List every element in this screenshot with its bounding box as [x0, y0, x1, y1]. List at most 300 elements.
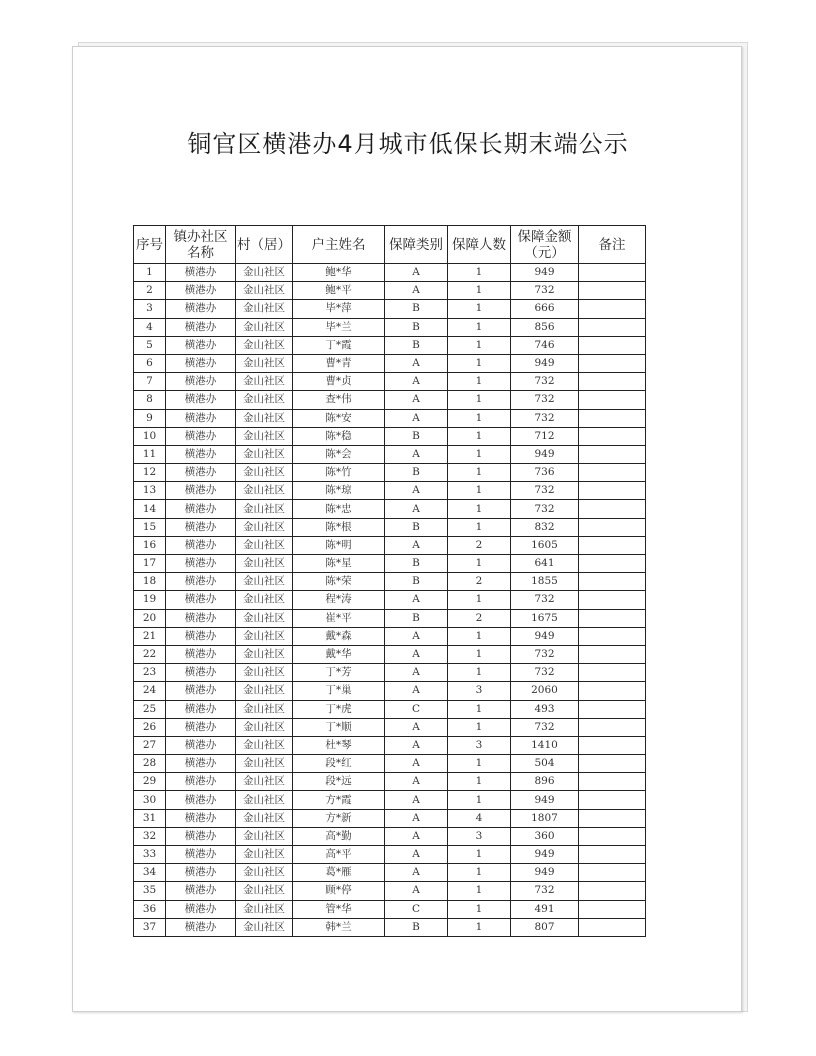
category-cell: A [385, 736, 448, 754]
office-cell: 横港办 [166, 336, 236, 354]
remarks-cell [579, 809, 646, 827]
category-cell: A [385, 645, 448, 663]
persons-cell: 2 [448, 609, 511, 627]
amount-cell: 360 [511, 827, 579, 845]
persons-cell: 1 [448, 482, 511, 500]
householder-cell: 毕*萍 [293, 300, 385, 318]
amount-cell: 712 [511, 427, 579, 445]
table-row [134, 391, 646, 409]
remarks-cell [579, 591, 646, 609]
amount-cell: 732 [511, 391, 579, 409]
amount-cell: 949 [511, 627, 579, 645]
persons-cell: 1 [448, 664, 511, 682]
amount-cell: 949 [511, 791, 579, 809]
amount-cell: 1605 [511, 536, 579, 554]
householder-cell: 丁*芳 [293, 664, 385, 682]
village-cell: 金山社区 [236, 664, 293, 682]
remarks-cell [579, 264, 646, 282]
category-cell: A [385, 755, 448, 773]
category-cell: A [385, 282, 448, 300]
householder-cell: 韩*兰 [293, 918, 385, 936]
seq-cell: 35 [134, 882, 166, 900]
householder-cell: 管*华 [293, 900, 385, 918]
office-cell: 横港办 [166, 609, 236, 627]
amount-cell: 732 [511, 409, 579, 427]
seq-cell: 3 [134, 300, 166, 318]
amount-cell: 732 [511, 882, 579, 900]
persons-cell: 1 [448, 282, 511, 300]
category-cell: B [385, 518, 448, 536]
table-row [134, 300, 646, 318]
persons-cell: 1 [448, 591, 511, 609]
table-row [134, 336, 646, 354]
householder-cell: 戴*森 [293, 627, 385, 645]
table-row [134, 609, 646, 627]
amount-cell: 949 [511, 846, 579, 864]
header-office: 镇办社区 名称 [166, 226, 236, 264]
remarks-cell [579, 391, 646, 409]
village-cell: 金山社区 [236, 609, 293, 627]
persons-cell: 1 [448, 555, 511, 573]
table-row [134, 755, 646, 773]
persons-cell: 1 [448, 846, 511, 864]
table-row [134, 591, 646, 609]
persons-cell: 1 [448, 264, 511, 282]
amount-cell: 732 [511, 718, 579, 736]
seq-cell: 14 [134, 500, 166, 518]
category-cell: A [385, 773, 448, 791]
village-cell: 金山社区 [236, 827, 293, 845]
category-cell: A [385, 864, 448, 882]
persons-cell: 3 [448, 682, 511, 700]
category-cell: A [385, 627, 448, 645]
village-cell: 金山社区 [236, 482, 293, 500]
table-row [134, 664, 646, 682]
village-cell: 金山社区 [236, 591, 293, 609]
table-row [134, 354, 646, 372]
householder-cell: 陈*荣 [293, 573, 385, 591]
header-amount: 保障金额 （元） [511, 226, 579, 264]
seq-cell: 25 [134, 700, 166, 718]
householder-cell: 曹*贞 [293, 373, 385, 391]
persons-cell: 1 [448, 318, 511, 336]
header-village: 村（居） [236, 226, 293, 264]
persons-cell: 1 [448, 791, 511, 809]
office-cell: 横港办 [166, 282, 236, 300]
table-row [134, 718, 646, 736]
table-row [134, 900, 646, 918]
householder-cell: 鲍*华 [293, 264, 385, 282]
seq-cell: 21 [134, 627, 166, 645]
category-cell: B [385, 427, 448, 445]
persons-cell: 1 [448, 700, 511, 718]
householder-cell: 程*涛 [293, 591, 385, 609]
remarks-cell [579, 718, 646, 736]
remarks-cell [579, 773, 646, 791]
village-cell: 金山社区 [236, 918, 293, 936]
seq-cell: 19 [134, 591, 166, 609]
seq-cell: 33 [134, 846, 166, 864]
office-cell: 横港办 [166, 373, 236, 391]
amount-cell: 641 [511, 555, 579, 573]
seq-cell: 6 [134, 354, 166, 372]
category-cell: A [385, 791, 448, 809]
amount-cell: 1675 [511, 609, 579, 627]
category-cell: C [385, 900, 448, 918]
table-row [134, 482, 646, 500]
category-cell: A [385, 809, 448, 827]
office-cell: 横港办 [166, 864, 236, 882]
householder-cell: 段*红 [293, 755, 385, 773]
table-header-row [134, 226, 646, 264]
persons-cell: 1 [448, 755, 511, 773]
village-cell: 金山社区 [236, 354, 293, 372]
amount-cell: 736 [511, 464, 579, 482]
householder-cell: 丁*巢 [293, 682, 385, 700]
persons-cell: 2 [448, 536, 511, 554]
remarks-cell [579, 536, 646, 554]
category-cell: A [385, 391, 448, 409]
amount-cell: 1855 [511, 573, 579, 591]
table-row [134, 409, 646, 427]
table-row [134, 827, 646, 845]
persons-cell: 1 [448, 645, 511, 663]
remarks-cell [579, 864, 646, 882]
category-cell: A [385, 354, 448, 372]
householder-cell: 陈*忠 [293, 500, 385, 518]
householder-cell: 陈*根 [293, 518, 385, 536]
category-cell: A [385, 827, 448, 845]
householder-cell: 高*平 [293, 846, 385, 864]
table-row [134, 518, 646, 536]
remarks-cell [579, 791, 646, 809]
category-cell: A [385, 500, 448, 518]
persons-cell: 1 [448, 627, 511, 645]
office-cell: 横港办 [166, 718, 236, 736]
seq-cell: 36 [134, 900, 166, 918]
remarks-cell [579, 518, 646, 536]
remarks-cell [579, 318, 646, 336]
village-cell: 金山社区 [236, 555, 293, 573]
seq-cell: 13 [134, 482, 166, 500]
remarks-cell [579, 882, 646, 900]
office-cell: 横港办 [166, 700, 236, 718]
persons-cell: 1 [448, 773, 511, 791]
table-row [134, 464, 646, 482]
seq-cell: 1 [134, 264, 166, 282]
category-cell: B [385, 573, 448, 591]
table-row [134, 846, 646, 864]
category-cell: A [385, 882, 448, 900]
office-cell: 横港办 [166, 773, 236, 791]
householder-cell: 丁*霞 [293, 336, 385, 354]
persons-cell: 1 [448, 336, 511, 354]
village-cell: 金山社区 [236, 718, 293, 736]
table-row [134, 282, 646, 300]
office-cell: 横港办 [166, 755, 236, 773]
table-row [134, 264, 646, 282]
remarks-cell [579, 609, 646, 627]
office-cell: 横港办 [166, 827, 236, 845]
table-row [134, 645, 646, 663]
persons-cell: 1 [448, 900, 511, 918]
office-cell: 横港办 [166, 300, 236, 318]
remarks-cell [579, 555, 646, 573]
village-cell: 金山社区 [236, 391, 293, 409]
remarks-cell [579, 482, 646, 500]
village-cell: 金山社区 [236, 773, 293, 791]
persons-cell: 1 [448, 409, 511, 427]
category-cell: A [385, 482, 448, 500]
amount-cell: 491 [511, 900, 579, 918]
office-cell: 横港办 [166, 409, 236, 427]
remarks-cell [579, 373, 646, 391]
seq-cell: 8 [134, 391, 166, 409]
category-cell: B [385, 918, 448, 936]
village-cell: 金山社区 [236, 373, 293, 391]
persons-cell: 1 [448, 500, 511, 518]
office-cell: 横港办 [166, 664, 236, 682]
persons-cell: 1 [448, 918, 511, 936]
amount-cell: 746 [511, 336, 579, 354]
village-cell: 金山社区 [236, 627, 293, 645]
table-row [134, 318, 646, 336]
householder-cell: 陈*琼 [293, 482, 385, 500]
amount-cell: 504 [511, 755, 579, 773]
amount-cell: 732 [511, 591, 579, 609]
office-cell: 横港办 [166, 264, 236, 282]
office-cell: 横港办 [166, 645, 236, 663]
remarks-cell [579, 354, 646, 372]
office-cell: 横港办 [166, 354, 236, 372]
category-cell: A [385, 409, 448, 427]
office-cell: 横港办 [166, 518, 236, 536]
table-row [134, 427, 646, 445]
village-cell: 金山社区 [236, 409, 293, 427]
village-cell: 金山社区 [236, 318, 293, 336]
seq-cell: 32 [134, 827, 166, 845]
seq-cell: 4 [134, 318, 166, 336]
table-row [134, 882, 646, 900]
amount-cell: 2060 [511, 682, 579, 700]
amount-cell: 949 [511, 264, 579, 282]
table-row [134, 555, 646, 573]
amount-cell: 732 [511, 645, 579, 663]
office-cell: 横港办 [166, 573, 236, 591]
welfare-table [133, 225, 646, 937]
village-cell: 金山社区 [236, 736, 293, 754]
amount-cell: 949 [511, 864, 579, 882]
householder-cell: 查*伟 [293, 391, 385, 409]
seq-cell: 23 [134, 664, 166, 682]
seq-cell: 30 [134, 791, 166, 809]
office-cell: 横港办 [166, 736, 236, 754]
header-persons: 保障人数 [448, 226, 511, 264]
remarks-cell [579, 755, 646, 773]
village-cell: 金山社区 [236, 645, 293, 663]
seq-cell: 37 [134, 918, 166, 936]
village-cell: 金山社区 [236, 791, 293, 809]
table-row [134, 773, 646, 791]
persons-cell: 1 [448, 354, 511, 372]
seq-cell: 22 [134, 645, 166, 663]
amount-cell: 949 [511, 354, 579, 372]
amount-cell: 732 [511, 664, 579, 682]
amount-cell: 732 [511, 373, 579, 391]
amount-cell: 832 [511, 518, 579, 536]
remarks-cell [579, 573, 646, 591]
village-cell: 金山社区 [236, 300, 293, 318]
village-cell: 金山社区 [236, 700, 293, 718]
village-cell: 金山社区 [236, 427, 293, 445]
table-row [134, 736, 646, 754]
category-cell: C [385, 700, 448, 718]
village-cell: 金山社区 [236, 846, 293, 864]
amount-cell: 1410 [511, 736, 579, 754]
householder-cell: 丁*顺 [293, 718, 385, 736]
amount-cell: 666 [511, 300, 579, 318]
office-cell: 横港办 [166, 500, 236, 518]
seq-cell: 31 [134, 809, 166, 827]
seq-cell: 15 [134, 518, 166, 536]
office-cell: 横港办 [166, 591, 236, 609]
category-cell: B [385, 336, 448, 354]
category-cell: A [385, 536, 448, 554]
table-row [134, 573, 646, 591]
category-cell: A [385, 846, 448, 864]
office-cell: 横港办 [166, 791, 236, 809]
village-cell: 金山社区 [236, 573, 293, 591]
remarks-cell [579, 282, 646, 300]
remarks-cell [579, 336, 646, 354]
seq-cell: 27 [134, 736, 166, 754]
office-cell: 横港办 [166, 555, 236, 573]
seq-cell: 10 [134, 427, 166, 445]
householder-cell: 葛*雁 [293, 864, 385, 882]
remarks-cell [579, 427, 646, 445]
category-cell: A [385, 682, 448, 700]
seq-cell: 29 [134, 773, 166, 791]
seq-cell: 24 [134, 682, 166, 700]
header-seq: 序号 [134, 226, 166, 264]
office-cell: 横港办 [166, 682, 236, 700]
category-cell: B [385, 609, 448, 627]
village-cell: 金山社区 [236, 900, 293, 918]
persons-cell: 1 [448, 373, 511, 391]
header-householder: 户主姓名 [293, 226, 385, 264]
persons-cell: 1 [448, 864, 511, 882]
persons-cell: 1 [448, 882, 511, 900]
remarks-cell [579, 846, 646, 864]
village-cell: 金山社区 [236, 264, 293, 282]
table-row [134, 700, 646, 718]
office-cell: 横港办 [166, 445, 236, 463]
persons-cell: 1 [448, 445, 511, 463]
category-cell: B [385, 555, 448, 573]
seq-cell: 17 [134, 555, 166, 573]
persons-cell: 1 [448, 464, 511, 482]
table-row [134, 627, 646, 645]
remarks-cell [579, 645, 646, 663]
amount-cell: 1807 [511, 809, 579, 827]
remarks-cell [579, 409, 646, 427]
village-cell: 金山社区 [236, 755, 293, 773]
householder-cell: 鲍*平 [293, 282, 385, 300]
amount-cell: 732 [511, 500, 579, 518]
remarks-cell [579, 827, 646, 845]
village-cell: 金山社区 [236, 500, 293, 518]
category-cell: A [385, 591, 448, 609]
category-cell: A [385, 373, 448, 391]
seq-cell: 7 [134, 373, 166, 391]
persons-cell: 1 [448, 518, 511, 536]
householder-cell: 陈*星 [293, 555, 385, 573]
category-cell: A [385, 718, 448, 736]
village-cell: 金山社区 [236, 536, 293, 554]
table-row [134, 445, 646, 463]
seq-cell: 26 [134, 718, 166, 736]
category-cell: A [385, 264, 448, 282]
householder-cell: 曹*青 [293, 354, 385, 372]
remarks-cell [579, 682, 646, 700]
category-cell: B [385, 300, 448, 318]
village-cell: 金山社区 [236, 682, 293, 700]
remarks-cell [579, 700, 646, 718]
seq-cell: 9 [134, 409, 166, 427]
village-cell: 金山社区 [236, 809, 293, 827]
amount-cell: 732 [511, 482, 579, 500]
office-cell: 横港办 [166, 809, 236, 827]
village-cell: 金山社区 [236, 282, 293, 300]
persons-cell: 4 [448, 809, 511, 827]
village-cell: 金山社区 [236, 882, 293, 900]
persons-cell: 1 [448, 427, 511, 445]
table-row [134, 791, 646, 809]
village-cell: 金山社区 [236, 464, 293, 482]
householder-cell: 高*勤 [293, 827, 385, 845]
seq-cell: 34 [134, 864, 166, 882]
persons-cell: 2 [448, 573, 511, 591]
householder-cell: 方*霞 [293, 791, 385, 809]
seq-cell: 28 [134, 755, 166, 773]
category-cell: A [385, 664, 448, 682]
remarks-cell [579, 900, 646, 918]
document-title: 铜官区横港办4月城市低保长期末端公示 [187, 130, 629, 158]
householder-cell: 崔*平 [293, 609, 385, 627]
householder-cell: 陈*稳 [293, 427, 385, 445]
table-row [134, 373, 646, 391]
office-cell: 横港办 [166, 391, 236, 409]
table-row [134, 864, 646, 882]
office-cell: 横港办 [166, 482, 236, 500]
householder-cell: 杜*琴 [293, 736, 385, 754]
householder-cell: 陈*会 [293, 445, 385, 463]
office-cell: 横港办 [166, 918, 236, 936]
householder-cell: 陈*安 [293, 409, 385, 427]
remarks-cell [579, 664, 646, 682]
category-cell: A [385, 445, 448, 463]
remarks-cell [579, 500, 646, 518]
remarks-cell [579, 736, 646, 754]
category-cell: B [385, 318, 448, 336]
seq-cell: 16 [134, 536, 166, 554]
office-cell: 横港办 [166, 900, 236, 918]
office-cell: 横港办 [166, 318, 236, 336]
householder-cell: 陈*明 [293, 536, 385, 554]
village-cell: 金山社区 [236, 445, 293, 463]
persons-cell: 1 [448, 391, 511, 409]
office-cell: 横港办 [166, 882, 236, 900]
